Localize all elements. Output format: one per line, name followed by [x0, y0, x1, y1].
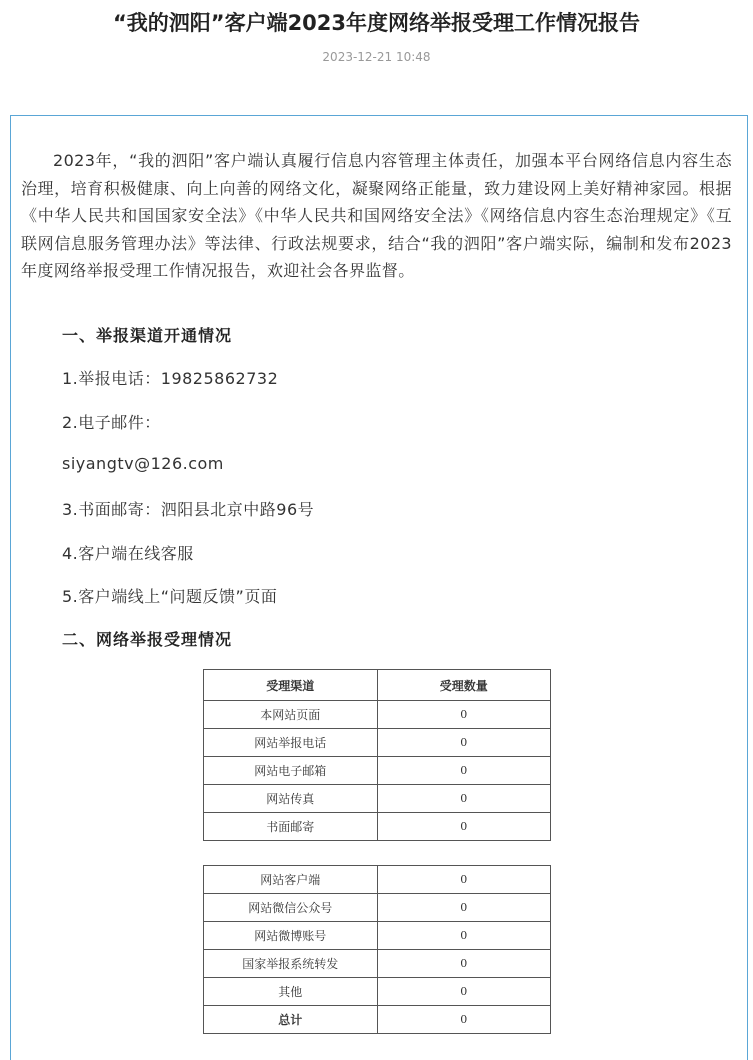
row-channel: 国家举报系统转发	[204, 950, 378, 978]
total-count: 0	[377, 1006, 551, 1034]
row-count: 0	[377, 813, 551, 841]
table-header-row	[204, 670, 551, 701]
section-heading-reports: 二、网络举报受理情况	[62, 630, 233, 649]
row-count: 0	[377, 894, 551, 922]
table-total-row	[204, 1006, 551, 1034]
channel-email-label: 2.电子邮件：	[62, 413, 161, 432]
report-table-1	[203, 669, 551, 841]
report-table-2	[203, 865, 551, 1034]
table-row	[204, 785, 551, 813]
channel-mail: 3.书面邮寄：泗阳县北京中路96号	[62, 500, 315, 519]
row-count: 0	[377, 950, 551, 978]
total-label: 总计	[204, 1006, 378, 1034]
table-row	[204, 701, 551, 729]
table-row	[204, 978, 551, 1006]
header-channel: 受理渠道	[204, 670, 378, 701]
publish-date: 2023-12-21 10:48	[322, 50, 431, 64]
row-count: 0	[377, 729, 551, 757]
row-channel: 网站微信公众号	[204, 894, 378, 922]
section-heading-channels: 一、举报渠道开通情况	[62, 326, 233, 345]
channel-feedback-page: 5.客户端线上“问题反馈”页面	[62, 587, 278, 606]
row-channel: 网站微博账号	[204, 922, 378, 950]
intro-paragraph: 2023年，“我的泗阳”客户端认真履行信息内容管理主体责任，加强本平台网络信息内容生态治理，培育积极健康、向上向善的网络文化，凝聚网络正能量，致力建设网上美好精神家园。根据《中华人民共和国国家安全法》《中华人民共和国网络安全法》《网络信息内容生态治理规定》《互联网信息服务管理办法》等法律、行政法规要求，结合“我的泗阳”客户端实际，编制和发布2023年度网络举报受理工作情况报告，欢迎社会各界监督。	[21, 151, 732, 280]
table-row	[204, 813, 551, 841]
row-count: 0	[377, 922, 551, 950]
article-title: “我的泗阳”客户端2023年度网络举报受理工作情况报告	[112, 11, 641, 35]
row-channel: 本网站页面	[204, 701, 378, 729]
row-count: 0	[377, 785, 551, 813]
table-row	[204, 922, 551, 950]
row-count: 0	[377, 978, 551, 1006]
row-count: 0	[377, 701, 551, 729]
table-row	[204, 729, 551, 757]
channel-phone: 1.举报电话：19825862732	[62, 369, 279, 388]
row-channel: 网站客户端	[204, 866, 378, 894]
row-channel: 其他	[204, 978, 378, 1006]
channel-email-address[interactable]: siyangtv@126.com	[62, 454, 224, 473]
channel-online-service: 4.客户端在线客服	[62, 544, 194, 563]
row-channel: 网站电子邮箱	[204, 757, 378, 785]
table-row	[204, 950, 551, 978]
table-row	[204, 757, 551, 785]
row-count: 0	[377, 757, 551, 785]
table-row	[204, 894, 551, 922]
row-channel: 网站传真	[204, 785, 378, 813]
header-count: 受理数量	[377, 670, 551, 701]
row-channel: 书面邮寄	[204, 813, 378, 841]
table-row	[204, 866, 551, 894]
row-count: 0	[377, 866, 551, 894]
row-channel: 网站举报电话	[204, 729, 378, 757]
